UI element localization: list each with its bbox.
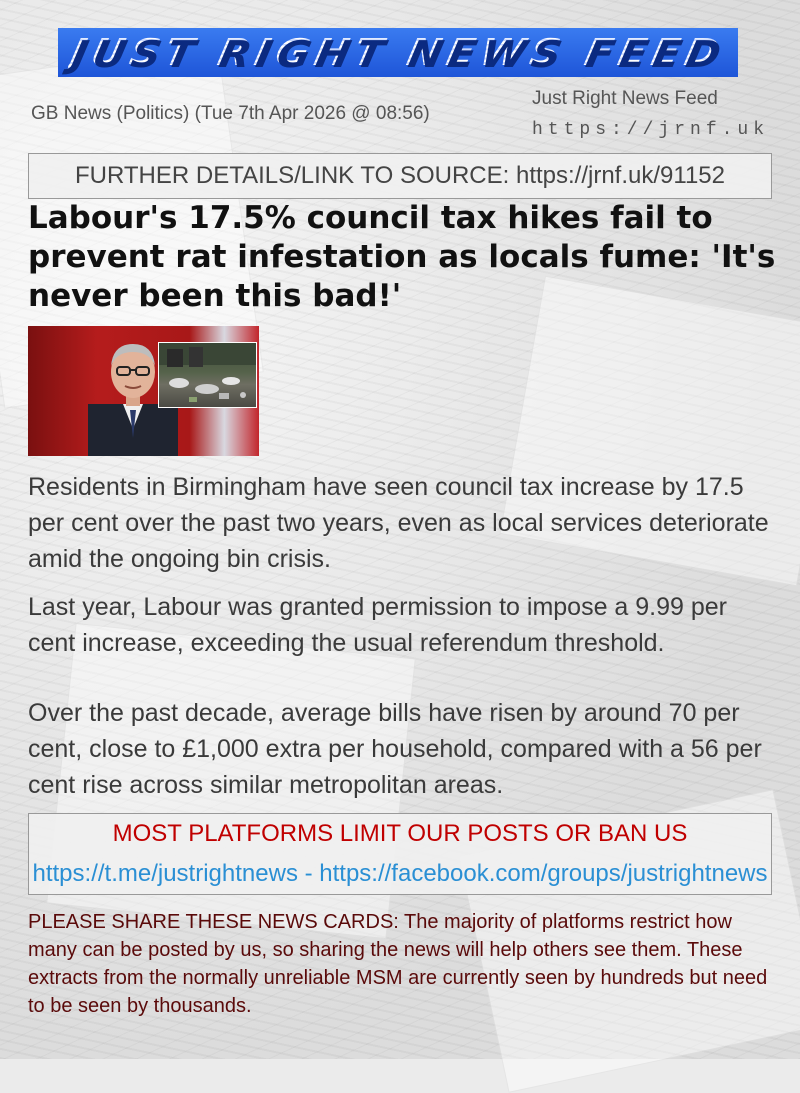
brand-url[interactable]: https://jrnf.uk: [532, 120, 770, 140]
source-link-box[interactable]: FURTHER DETAILS/LINK TO SOURCE: https://jrnf.uk/91152: [28, 153, 772, 199]
platform-notice-box: [28, 813, 772, 895]
article-headline: Labour's 17.5% council tax hikes fail to prevent rat infestation as locals fume: 'It's never been this bad!': [28, 200, 776, 314]
rubbish-scene: [159, 343, 256, 407]
article-paragraph-3: Over the past decade, average bills have risen by around 70 per cent, close to £1,000 extra per household, compared with a 56 per cent rise across similar metropolitan areas.: [28, 699, 762, 799]
rubbish-inset-photo: [158, 342, 257, 408]
article-paragraph-1: Residents in Birmingham have seen council tax increase by 17.5 per cent over the past two years, even as local services deteriorate amid the ongoing bin crisis.: [28, 473, 769, 573]
social-links[interactable]: https://t.me/justrightnews - https://facebook.com/groups/justrightnews: [32, 860, 768, 887]
article-paragraph-2: Last year, Labour was granted permission to impose a 9.99 per cent increase, exceeding the usual referendum threshold.: [28, 593, 728, 657]
site-banner: [58, 28, 738, 77]
platform-warning: MOST PLATFORMS LIMIT OUR POSTS OR BAN US: [112, 820, 688, 847]
source-dateline: GB News (Politics) (Tue 7th Apr 2026 @ 08:56): [31, 103, 430, 124]
site-title: JUST RIGHT NEWS FEED: [66, 31, 730, 74]
share-appeal: PLEASE SHARE THESE NEWS CARDS: The majority of platforms restrict how many can be posted by us, so sharing the news will help others see them. These extracts from the normally unreliable MSM are currently seen by hundreds but need to be seen by thousands.: [28, 911, 768, 1017]
brand-name: Just Right News Feed: [532, 88, 718, 109]
